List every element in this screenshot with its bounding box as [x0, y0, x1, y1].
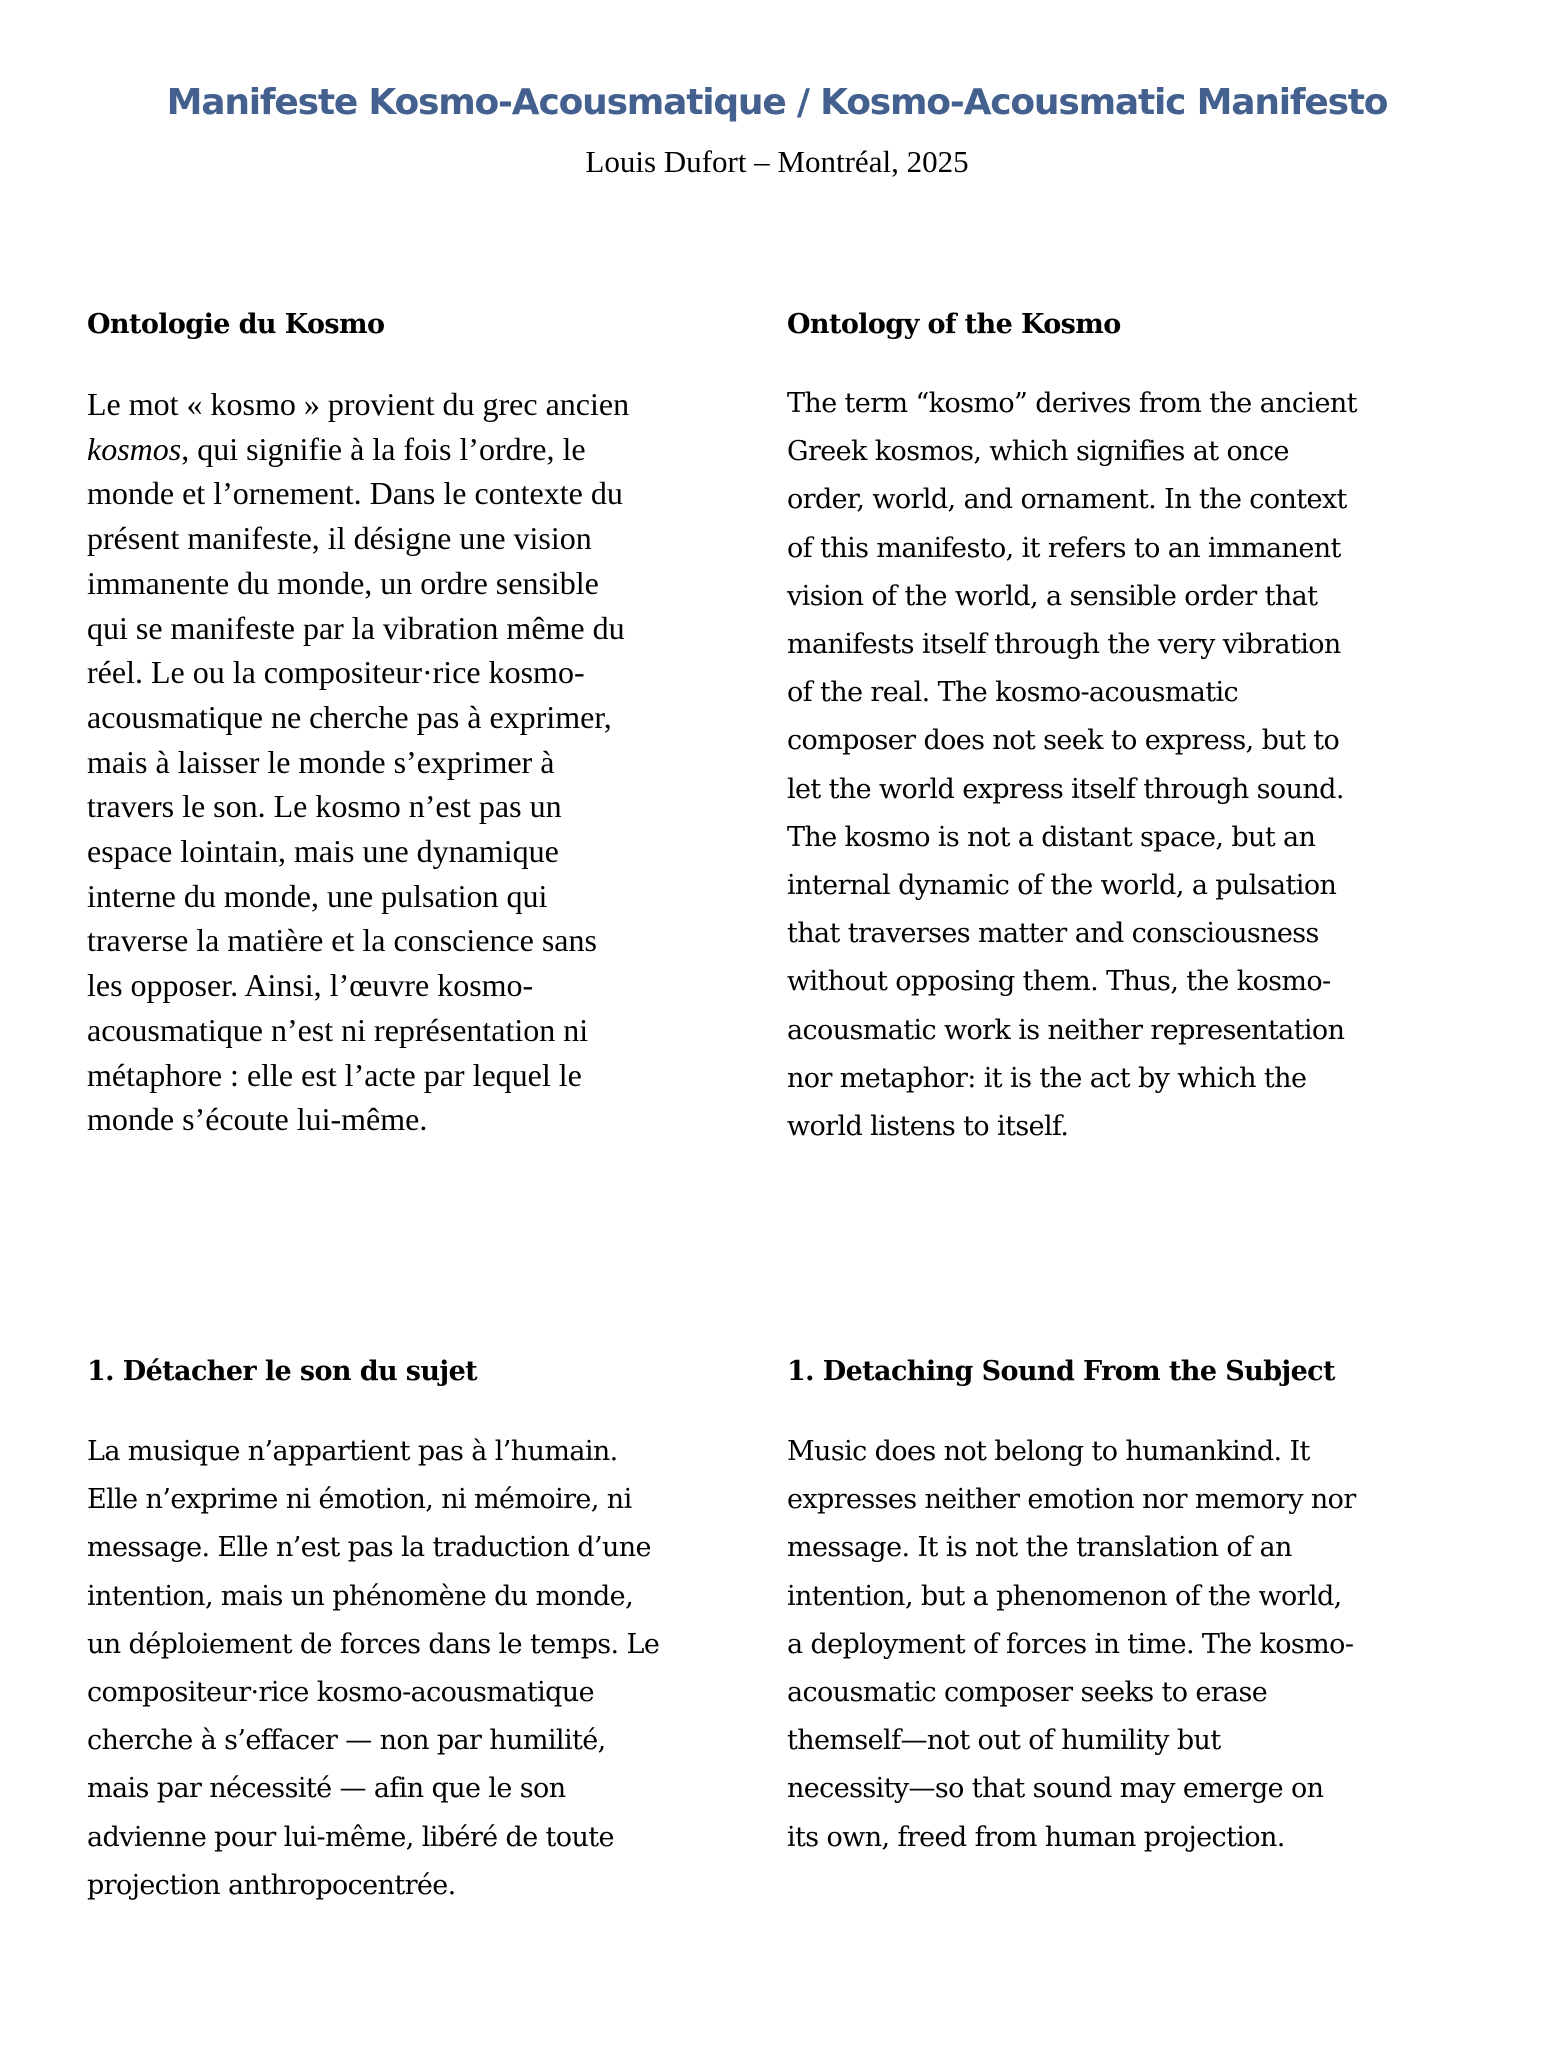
paragraph-line: that traverses matter and consciousness — [787, 918, 1319, 950]
paragraph-line: of the real. The kosmo-acousmatic — [787, 677, 1239, 709]
section-1-en — [787, 1352, 1467, 1392]
paragraph-line: espace lointain, mais une dynamique — [87, 833, 559, 870]
paragraph-line: un déploiement de forces dans le temps. Le — [87, 1628, 660, 1660]
paragraph-line: projection anthropocentrée. — [87, 1869, 456, 1901]
paragraph-line: Le mot « kosmo » provient du grec ancien — [87, 386, 630, 422]
paragraph-line: acousmatique ne cherche pas à exprimer, — [87, 698, 612, 735]
paragraph-line: expresses neither emotion nor memory nor — [787, 1484, 1356, 1516]
paragraph-line: a deployment of forces in time. The kosmo- — [787, 1628, 1354, 1660]
paragraph-line: métaphore : elle est l’acte par lequel le — [87, 1056, 582, 1093]
paragraph-line: les opposer. Ainsi, l’œuvre kosmo- — [87, 967, 534, 1004]
paragraph-line: let the world express itself through sound. — [787, 773, 1344, 805]
paragraph-line: cherche à s’effacer — non par humilité, — [87, 1725, 606, 1757]
section-1-fr — [87, 1352, 767, 1392]
section-heading: Ontologie du Kosmo — [87, 309, 385, 340]
paragraph-line: mais par nécessité — afin que le son — [87, 1773, 566, 1805]
paragraph-line: Elle n’exprime ni émotion, ni mémoire, ni — [87, 1484, 632, 1516]
paragraph-line: travers le son. Le kosmo n’est pas un — [87, 788, 562, 825]
paragraph-line: Greek kosmos, which signifies at once — [787, 436, 1289, 468]
section-ontology-en-body — [787, 380, 1467, 1151]
paragraph-line: world listens to itself. — [787, 1111, 1069, 1143]
paragraph-line: vision of the world, a sensible order that — [787, 580, 1318, 612]
paragraph — [87, 382, 767, 1142]
paragraph-line: The term “kosmo” derives from the ancient — [787, 388, 1357, 419]
section-heading: 1. Détacher le son du sujet — [87, 1356, 478, 1387]
paragraph-line: monde s’écoute lui-même. — [87, 1101, 428, 1138]
paragraph-line: Music does not belong to humankind. It — [787, 1436, 1310, 1467]
paragraph-line: qui se manifeste par la vibration même du — [87, 609, 625, 646]
document-subtitle: Louis Dufort – Montréal, 2025 — [585, 144, 969, 179]
paragraph-line-rest: , qui signifie à la fois l’ordre, le — [181, 430, 586, 467]
paragraph-line: acousmatic work is neither representation — [787, 1014, 1345, 1046]
paragraph-line: composer does not seek to express, but to — [787, 725, 1340, 757]
section-heading: Ontology of the Kosmo — [787, 309, 1121, 340]
paragraph-line: intention, but a phenomenon of the world, — [787, 1580, 1342, 1612]
paragraph-line: compositeur·rice kosmo-acousmatique — [87, 1677, 594, 1709]
paragraph-line: mais à laisser le monde s’exprimer à — [87, 743, 555, 780]
paragraph-line: acousmatique n’est ni représentation ni — [87, 1011, 589, 1048]
paragraph — [87, 1428, 767, 1910]
paragraph — [787, 1428, 1467, 1862]
italic-term: kosmos — [87, 430, 182, 467]
paragraph-line — [87, 427, 767, 472]
paragraph-line: message. Elle n’est pas la traduction d’une — [87, 1532, 651, 1564]
paragraph-line: interne du monde, une pulsation qui — [87, 877, 548, 914]
paragraph-line: message. It is not the translation of an — [787, 1532, 1292, 1564]
paragraph-line: réel. Le ou la compositeur·rice kosmo- — [87, 654, 585, 691]
paragraph-line: nor metaphor: it is the act by which the — [787, 1062, 1307, 1094]
paragraph-line: présent manifeste, il désigne une vision — [87, 520, 592, 557]
paragraph-line: manifests itself through the very vibration — [787, 629, 1341, 661]
document-title: Manifeste Kosmo-Acousmatique / Kosmo-Acousmatic Manifesto — [166, 82, 1388, 123]
paragraph-line: acousmatic composer seeks to erase — [787, 1677, 1268, 1709]
paragraph — [787, 380, 1467, 1151]
section-1-en-body — [787, 1428, 1467, 1862]
paragraph-line: without opposing them. Thus, the kosmo- — [787, 966, 1331, 998]
section-1-fr-body — [87, 1428, 767, 1910]
paragraph-line: La musique n’appartient pas à l’humain. — [87, 1436, 618, 1467]
paragraph-line: necessity—so that sound may emerge on — [787, 1773, 1324, 1805]
paragraph-line: traverse la matière et la conscience sans — [87, 922, 597, 959]
paragraph-line: internal dynamic of the world, a pulsation — [787, 870, 1337, 902]
section-ontology-en — [787, 305, 1467, 345]
paragraph-line: The kosmo is not a distant space, but an — [787, 821, 1316, 853]
paragraph-line: advienne pour lui-même, libéré de toute — [87, 1821, 614, 1853]
section-ontology-fr — [87, 305, 767, 345]
section-heading: 1. Detaching Sound From the Subject — [787, 1356, 1335, 1387]
section-ontology-fr-body — [87, 382, 767, 1142]
paragraph-line: monde et l’ornement. Dans le contexte du — [87, 475, 623, 512]
paragraph-line: order, world, and ornament. In the context — [787, 484, 1347, 516]
paragraph-line: intention, mais un phénomène du monde, — [87, 1580, 634, 1612]
paragraph-line: themself—not out of humility but — [787, 1725, 1221, 1757]
paragraph-line: immanente du monde, un ordre sensible — [87, 564, 599, 601]
paragraph-line: of this manifesto, it refers to an immanent — [787, 532, 1341, 564]
paragraph-line: its own, freed from human projection. — [787, 1821, 1285, 1853]
